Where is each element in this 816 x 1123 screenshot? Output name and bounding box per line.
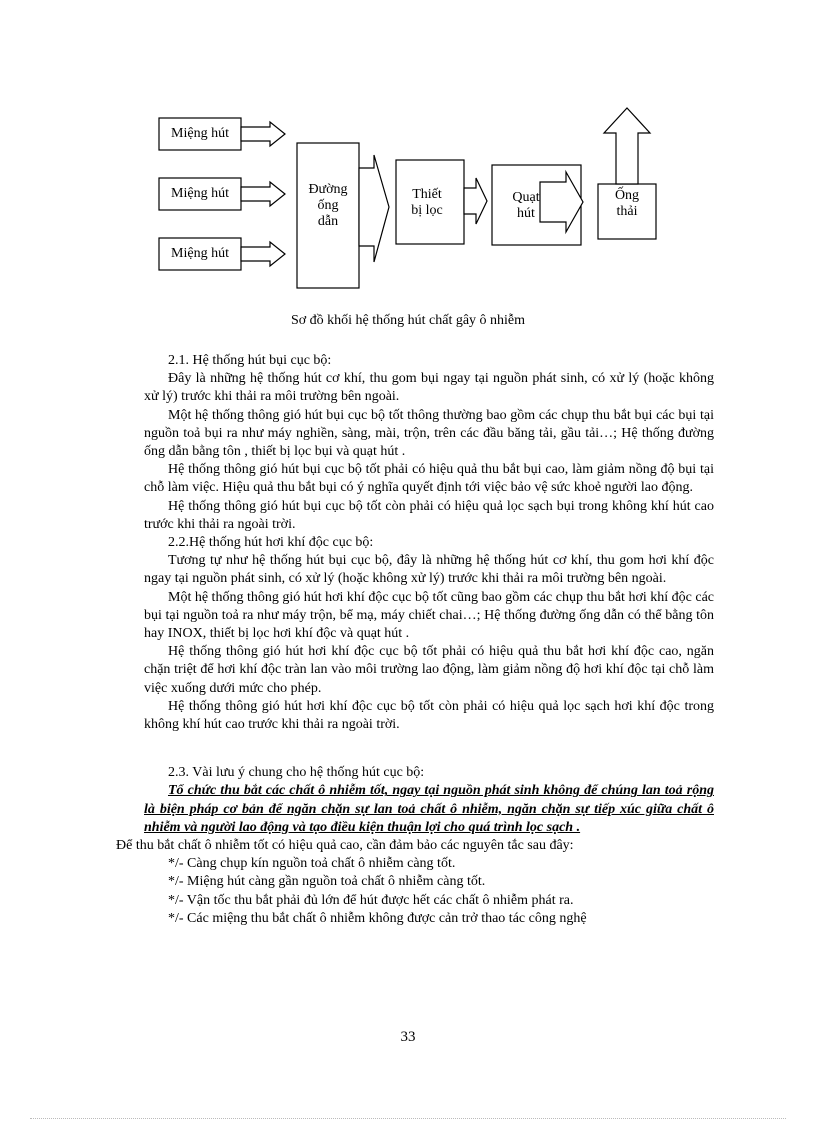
principle-item: */- Miệng hút càng gần nguồn toả chất ô nhiễm càng tốt. — [168, 874, 486, 890]
body-text — [116, 352, 714, 928]
paragraph: Hệ thống thông gió hút bụi cục bộ tốt phải có hiệu quả thu bắt bụi cao, làm giảm nồng độ bụi tại chỗ làm việc. Hiệu quả thu bắt bụi có ý nghĩa quyết định tới việc bảo vệ sức khoẻ người lao động. — [144, 462, 714, 496]
principle-item: */- Vận tốc thu bắt phải đủ lớn để hút được hết các chất ô nhiễm phát ra. — [168, 892, 574, 908]
paragraph: Tương tự như hệ thống hút bụi cục bộ, đây là những hệ thống hút cơ khí, thu gom hơi khí độc ngay tại nguồn phát sinh, có xử lý (hoặc không xử lý) trước khi thải ra môi trường bên ngoài. — [144, 553, 714, 587]
section-2-1-heading: 2.1. Hệ thống hút bụi cục bộ: — [168, 353, 332, 368]
inlet-label-2: Miệng hút — [171, 186, 229, 201]
inlet-label-3: Miệng hút — [171, 246, 229, 261]
arrow-stack-up — [604, 108, 650, 184]
page-bottom-divider — [30, 1118, 786, 1119]
arrow-inlet-1 — [241, 122, 285, 146]
diagram-shapes — [0, 0, 816, 300]
section-2-2-heading: 2.2.Hệ thống hút hơi khí độc cục bộ: — [168, 535, 374, 551]
paragraph: Hệ thống thông gió hút hơi khí độc cục bộ tốt còn phải có hiệu quả lọc sạch hơi khí độc trong không khí hút cao trước khi thải ra ngoài trời. — [144, 698, 714, 733]
stack-label: Ống thải — [614, 188, 640, 219]
arrow-inlet-3 — [241, 242, 285, 266]
arrow-filter-fan — [464, 178, 487, 224]
principle-item: */- Các miệng thu bắt chất ô nhiễm không được cản trở thao tác công nghệ — [168, 910, 587, 926]
page-number: 33 — [400, 1029, 416, 1045]
filter-label: Thiết bị lọc — [411, 187, 443, 218]
paragraph: Hệ thống thông gió hút bụi cục bộ tốt còn phải có hiệu quả lọc sạch bụi trong không khí hút cao trước khi thải ra ngoài trời. — [144, 498, 714, 532]
principle-item: */- Càng chụp kín nguồn toả chất ô nhiễm càng tốt. — [168, 856, 456, 872]
arrow-duct-filter — [359, 155, 389, 262]
section-2-3-heading: 2.3. Vài lưu ý chung cho hệ thống hút cục bộ: — [168, 765, 425, 781]
paragraph: Hệ thống thông gió hút hơi khí độc cục bộ tốt phải có hiệu quả thu bắt hơi khí độc cao, ngăn chặn triệt để hơi khí độc tràn lan vào môi trường lao động, làm giảm nồng độ hơi khí độc tại chỗ làm việc xuống dưới mức cho phép. — [144, 644, 714, 696]
principles-intro: Để thu bắt chất ô nhiễm tốt có hiệu quả cao, cần đảm bảo các nguyên tắc sau đây: — [116, 838, 574, 854]
duct-label: Đường ống dẫn — [308, 182, 348, 229]
inlet-label-1: Miệng hút — [171, 126, 229, 141]
paragraph: Một hệ thống thông gió hút hơi khí độc cục bộ tốt cũng bao gồm các chụp thu bắt hơi khí độc các bụi tại nguồn toả ra như máy trộn, bể mạ, máy chiết chai…; Hệ thống đường ống dẫn có thể bằng tôn hay INOX, thiết bị lọc hơi khí độc và quạt hút . — [144, 589, 714, 642]
block-diagram — [0, 0, 816, 300]
paragraph: Đây là những hệ thống hút cơ khí, thu gom bụi ngay tại nguồn phát sinh, có xử lý (hoặc không xử lý) trước khi thải ra môi trường bên ngoài. — [144, 371, 714, 405]
paragraph: Một hệ thống thông gió hút bụi cục bộ tốt thông thường bao gồm các chụp thu bắt bụi các bụi tại nguồn toả bụi ra như máy nghiền, sàng, mài, trộn, trên các đầu băng tải, gầu tải…; Hệ thống đường ống dẫn bằng tôn , thiết bị lọc bụi và quạt hút . — [144, 407, 714, 460]
fan-label: Quạt hút — [512, 190, 540, 221]
emphasis-paragraph: Tổ chức thu bắt các chất ô nhiễm tốt, ngay tại nguồn phát sinh không để chúng lan toả rộng là biện pháp cơ bản để ngăn chặn sự lan toả chất ô nhiễm, ngăn chặn sự tiếp xúc giữa chất ô nhiễm và người lao động và tạo điều kiện thuận lợi cho quá trình lọc sạch . — [144, 783, 714, 835]
diagram-caption: Sơ đồ khối hệ thống hút chất gây ô nhiễm — [290, 313, 526, 328]
arrow-inlet-2 — [241, 182, 285, 206]
